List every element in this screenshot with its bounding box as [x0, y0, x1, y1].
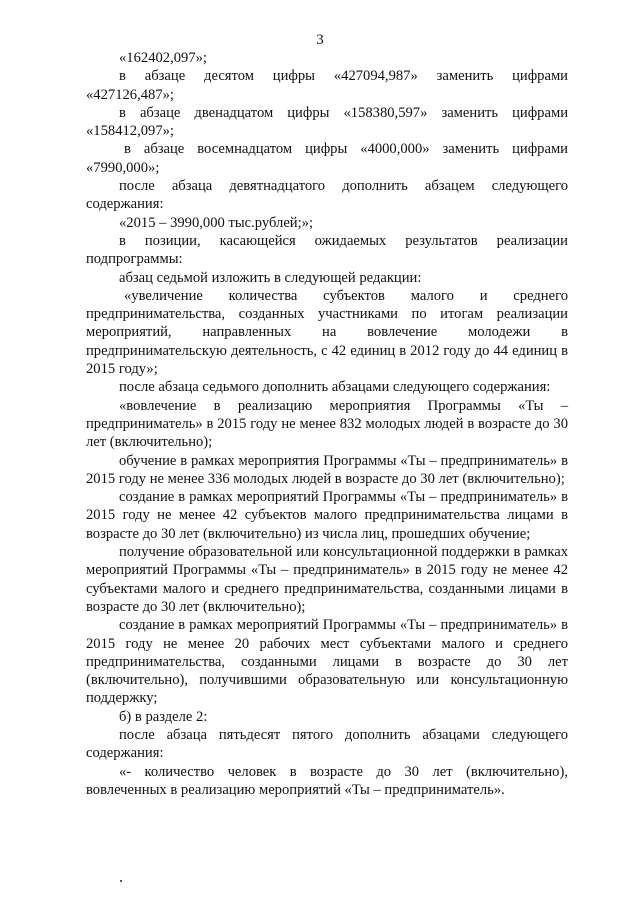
paragraph: после абзаца пятьдесят пятого дополнить абзацами следующего содержания:	[86, 726, 568, 762]
paragraph: создание в рамках мероприятий Программы «Ты – предприниматель» в 2015 году не менее 20 рабочих мест субъектами малого и среднего предпринимательства, созданными лицами в возрасте до 30 лет (включительно), получившими образовательную или консультационную поддержку;	[86, 617, 568, 707]
paragraph: б) в разделе 2:	[119, 708, 208, 725]
paragraph: создание в рамках мероприятий Программы «Ты – предприниматель» в 2015 году не менее 42 субъектов малого предпринимательства лицами в возрасте до 30 лет (включительно) из числа лиц, прошедших обучение;	[86, 489, 568, 542]
paragraph: получение образовательной или консультационной поддержки в рамках мероприятий Программы «Ты – предприниматель» в 2015 году не менее 42 субъектами малого и среднего предпринимательства, созданными лицами в возрасте до 30 лет (включительно);	[86, 544, 568, 615]
paragraph: после абзаца седьмого дополнить абзацами следующего содержания:	[119, 379, 551, 396]
paragraph: в абзаце десятом цифры «427094,987» заменить цифрами «427126,487»;	[86, 68, 568, 103]
paragraph: «вовлечение в реализацию мероприятия Программы «Ты – предприниматель» в 2015 году не менее 832 молодых людей в возрасте до 30 лет (включительно);	[86, 397, 568, 451]
paragraph: «увеличение количества субъектов малого и среднего предпринимательства, созданных участниками по итогам реализации мероприятий, направленных на вовлечение молодежи в предпринимательскую деятельность, с 42 единиц в 2012 году до 44 единиц в 2015 году»;	[86, 287, 568, 378]
scan-speck	[120, 880, 122, 882]
page-number: 3	[316, 32, 324, 48]
paragraph: в абзаце восемнадцатом цифры «4000,000» заменить цифрами «7990,000»;	[86, 141, 568, 176]
paragraph: в позиции, касающейся ожидаемых результатов реализации подпрограммы:	[86, 232, 568, 268]
paragraph: абзац седьмой изложить в следующей редакции:	[119, 269, 422, 286]
paragraph: «- количество человек в возрасте до 30 лет (включительно), вовлеченных в реализацию мероприятий «Ты – предприниматель».	[86, 763, 568, 798]
document-body	[86, 49, 568, 799]
paragraph: в абзаце двенадцатом цифры «158380,597» заменить цифрами «158412,097»;	[86, 104, 568, 140]
paragraph: «2015 – 3990,000 тыс.рублей;»;	[119, 214, 314, 231]
paragraph: «162402,097»;	[119, 50, 207, 66]
paragraph: после абзаца девятнадцатого дополнить абзацем следующего содержания:	[86, 178, 568, 213]
paragraph: обучение в рамках мероприятия Программы «Ты – предприниматель» в 2015 году не менее 336 молодых людей в возрасте до 30 лет (включительно);	[86, 452, 568, 487]
